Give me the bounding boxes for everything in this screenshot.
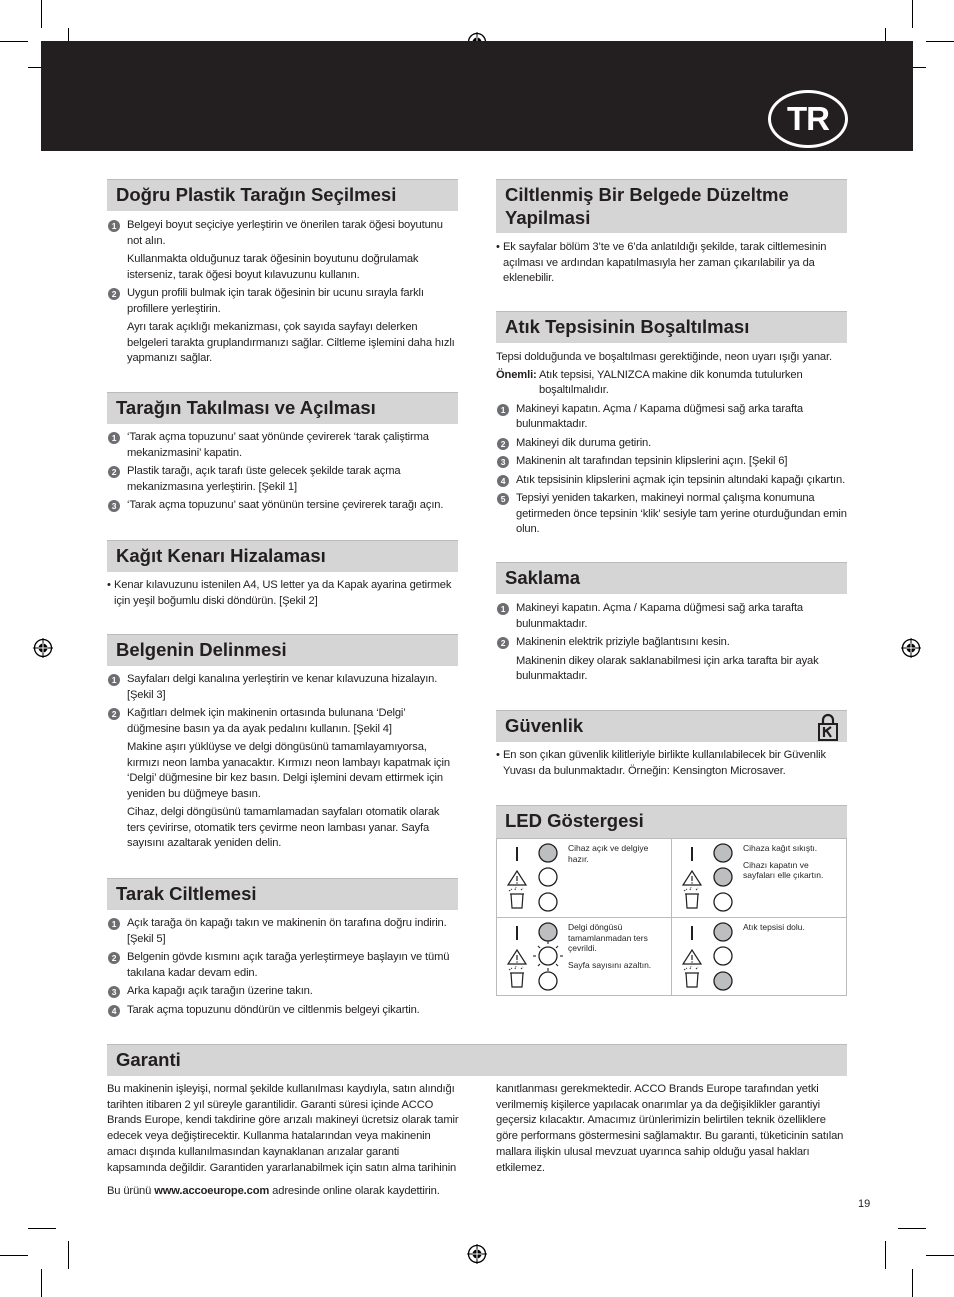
- section-heading-waste-tray: Atık Tepsisinin Boşaltılması: [496, 311, 847, 343]
- step-3-icon: 3: [108, 500, 120, 512]
- bullet-item: • En son çıkan güvenlik kilitleriyle birlikte kullanılabilecek bir Güvenlik Yuvası da bulunmaktadır. Örneğin: Kensington Microsaver.: [496, 748, 848, 779]
- list-item: 2 Kağıtları delmek için makinenin ortasında bulunana ‘Delgi’ düğmesine basın ya da ayak pedalını kullanın. [Şekil 4]: [107, 706, 459, 737]
- list-item-note: Makine aşırı yüklüyse ve delgi döngüsünü tamamlayamıyorsa, kırmızı neon lamba yanacaktır. Kırmızı neon lambayı kapatmak için ‘Delgi’ düğmesine bir kez basın. Delgi işlemini devam ettirmek için yeniden bu düğmeye basın.: [127, 741, 450, 800]
- section-heading-comb-opening: Tarağın Takılması ve Açılması: [107, 392, 458, 424]
- led-cell-description: Delgi döngüsü tamamlanmadan ters çevrildi. Sayfa sayısını azaltın.: [568, 922, 652, 970]
- section-paper-edge: [107, 578, 459, 609]
- important-label: Önemli:: [496, 368, 537, 381]
- section-security: [496, 748, 848, 779]
- step-1-icon: 1: [108, 674, 120, 686]
- step-1-icon: 1: [108, 918, 120, 930]
- list-item: 1 ‘Tarak açma topuzunu’ saat yönünde çevirerek ‘tarak çaliştirma mekanizmasini’ kapatin.: [107, 430, 459, 461]
- section-waste-tray: [496, 350, 848, 541]
- list-item: 1 Makineyi kapatın. Açma / Kapama düğmesi sağ arka tarafta bulunmaktadır.: [496, 601, 848, 632]
- list-item: 5 Tepsiyi yeniden takarken, makineyi normal çalışma konumuna getirmeden önce tepsinin ‘klik’ sesiyle tam yerine oturduğundan emin olun.: [496, 491, 848, 538]
- section-heading-led: LED Göstergesi: [496, 805, 847, 838]
- list-item: 2 Makinenin elektrik priziyle bağlantısını kesin.: [496, 635, 848, 651]
- led-cell-description: Cihaza kağıt sıkıştı. Cihazı kapatın ve sayfaları elle çıkartın.: [743, 843, 824, 880]
- list-item-note: Cihaz, delgi döngüsünü tamamlamadan sayfaları otomatik olarak ters çevirirse, otomatik ters çevirme neon lambası yanar. Sayfa sayısını azaltarak yeniden delin.: [127, 806, 440, 849]
- step-1-icon: 1: [108, 220, 120, 232]
- section-heading-comb-selection: Doğru Plastik Tarağın Seçilmesi: [107, 179, 458, 211]
- led-indicator-table: [496, 838, 847, 996]
- led-cell-description: Atık tepsisi dolu.: [743, 922, 805, 932]
- step-4-icon: 4: [108, 1005, 120, 1017]
- led-cell-ready: [497, 839, 671, 917]
- list-item: 1 Açık tarağa ön kapağı takın ve makinenin ön tarafına doğru indirin. [Şekil 5]: [107, 916, 459, 947]
- led-cell-jam: [672, 839, 846, 917]
- led-cell-reversed: [497, 918, 671, 996]
- step-5-icon: 5: [497, 493, 509, 505]
- section-storage: [496, 601, 848, 688]
- waste-intro: Tepsi dolduğunda ve boşaltılması gerektiğinde, neon uyarı ışığı yanar.: [496, 351, 832, 363]
- section-heading-editing: Ciltlenmiş Bir Belgede Düzeltme Yapilmasi: [496, 179, 847, 233]
- step-2-icon: 2: [497, 438, 509, 450]
- registration-mark-icon: [901, 638, 921, 658]
- step-2-icon: 2: [108, 288, 120, 300]
- crop-mark: [28, 1228, 56, 1229]
- list-item: 2 Makineyi dik duruma getirin.: [496, 436, 848, 452]
- section-heading-paper-edge: Kağıt Kenarı Hizalaması: [107, 540, 458, 572]
- list-item-note: Kullanmakta olduğunuz tarak öğesinin boyutunu doğrulamak isterseniz, tarak öğesi boyut kılavuzunu kullanın.: [127, 253, 419, 281]
- bullet-item: • Kenar kılavuzunu istenilen A4, US letter ya da Kapak ayarina getirmek için yeşil boğumlu diski döndürün. [Şekil 2]: [107, 578, 459, 609]
- crop-mark: [912, 1269, 913, 1297]
- section-heading-punching: Belgenin Delinmesi: [107, 634, 458, 666]
- warranty-text-right: kanıtlanması gerekmektedir. ACCO Brands Europe tarafından yetki verilmemiş kişilerce yapılacak onarımlar ya da değişiklikler garantiyi geçersiz kılacaktır. Amacımız ürünlerimizin belirtilen teknik özelliklere göre performans göstermesini sağlamaktır. Bu garanti, tüketicinin satılan mallara ilişkin ulusal mevzuat uyarınca sahip olduğu yasal hakları etkilemez.: [496, 1083, 844, 1174]
- step-2-icon: 2: [497, 637, 509, 649]
- website-link[interactable]: www.accoeurope.com: [154, 1185, 270, 1197]
- step-4-icon: 4: [497, 475, 509, 487]
- list-item: 3 ‘Tarak açma topuzunu’ saat yönünün tersine çevirerek tarağı açın.: [107, 498, 459, 514]
- list-item: 2 Uygun profili bulmak için tarak öğesinin bir ucunu sırayla farklı profillere yerleştirin.: [107, 286, 459, 317]
- list-item: 2 Plastik tarağı, açık tarafı üste gelecek şekilde tarak açma mekanizmasına yerleştirin. [Şekil 1]: [107, 464, 459, 495]
- bullet-item: • Ek sayfalar bölüm 3’te ve 6’da anlatıldığı şekilde, tarak ciltlemesinin açılması ve ardından kapatılmasıyla her zaman çıkarılabilir ya da eklenebilir.: [496, 240, 848, 287]
- step-2-icon: 2: [108, 466, 120, 478]
- step-2-icon: 2: [108, 708, 120, 720]
- section-heading-security: Güvenlik: [496, 710, 847, 742]
- important-note: Önemli: Atık tepsisi, YALNIZCA makine dik konumda tutulurken boşaltılmalıdır.: [496, 368, 803, 396]
- crop-mark: [68, 1241, 69, 1269]
- list-item: 2 Belgenin gövde kısmını açık tarağa yerleştirmeye başlayın ve tümü takılana kadar devam edin.: [107, 950, 459, 981]
- step-3-icon: 3: [108, 986, 120, 998]
- crop-mark: [0, 1255, 28, 1256]
- section-heading-comb-binding: Tarak Ciltlemesi: [107, 878, 458, 910]
- section-editing: [496, 240, 848, 287]
- list-item: 1 Belgeyi boyut seçiciye yerleştirin ve önerilen tarak öğesi boyutunu not alın.: [107, 218, 459, 249]
- led-panel-icon: [501, 841, 563, 915]
- step-2-icon: 2: [108, 952, 120, 964]
- registration-mark-icon: [33, 638, 53, 658]
- warranty-text-left: Bu makinenin işleyişi, normal şekilde kullanılması kaydıyla, satın alındığı tarihten itibaren 2 yıl süreyle garantilidir. Garanti süresi içinde ACCO Brands Europe, kendi takdirine göre arızalı makineyi ücretsiz olarak tamir edecek veya değiştirecektir. Kullanma hatalarından veya makinenin amacı dışında kullanılmasından kaynaklanan arızalar garanti kapsamında değildir. Garantiden yararlanabilmek için satın alma tarihinin: [107, 1083, 459, 1174]
- step-1-icon: 1: [497, 603, 509, 615]
- crop-mark: [0, 41, 28, 42]
- crop-mark: [926, 41, 954, 42]
- section-heading-warranty: Garanti: [107, 1044, 847, 1076]
- crop-mark: [912, 0, 913, 28]
- list-item: 1 Sayfaları delgi kanalına yerleştirin ve kenar kılavuzuna hizalayın. [Şekil 3]: [107, 672, 459, 703]
- warranty-register-line: Bu ürünü www.accoeurope.com adresinde online olarak kaydettirin.: [107, 1185, 440, 1197]
- led-cell-waste-full: [672, 918, 846, 996]
- step-1-icon: 1: [497, 404, 509, 416]
- list-item-note: Makinenin dikey olarak saklanabilmesi için arka tarafta bir ayak bulunmaktadır.: [516, 654, 819, 682]
- language-badge: TR: [768, 90, 848, 148]
- crop-mark: [41, 0, 42, 28]
- section-comb-binding: [107, 916, 459, 1021]
- section-comb-selection: [107, 218, 459, 370]
- list-item: 1 Makineyi kapatın. Açma / Kapama düğmesi sağ arka tarafta bulunmaktadır.: [496, 402, 848, 433]
- list-item: 4 Tarak açma topuzunu döndürün ve ciltlenmis belgeyi çikartin.: [107, 1003, 459, 1019]
- section-comb-opening: [107, 430, 459, 517]
- list-item-note: Ayrı tarak açıklığı mekanizması, çok sayıda sayfayı delerken belgeleri tarakta gruplandırmanızı sağlar. Ciltleme işlemini daha hızlı yapmanızı sağlar.: [127, 321, 455, 364]
- section-heading-storage: Saklama: [496, 562, 847, 594]
- led-cell-description: Cihaz açık ve delgiye hazır.: [568, 843, 649, 864]
- page-number: 19: [858, 1198, 871, 1210]
- led-panel-icon: [676, 920, 738, 994]
- step-1-icon: 1: [108, 432, 120, 444]
- list-item: 3 Arka kapağı açık tarağın üzerine takın.: [107, 984, 459, 1000]
- crop-mark: [926, 1255, 954, 1256]
- list-item: 4 Atık tepsisinin klipslerini açmak için tepsinin altındaki kapağı çıkartın.: [496, 473, 848, 489]
- section-punching: [107, 672, 459, 855]
- crop-mark: [898, 1228, 926, 1229]
- led-panel-icon: [676, 841, 738, 915]
- step-3-icon: 3: [497, 456, 509, 468]
- registration-mark-icon: [467, 1244, 487, 1264]
- crop-mark: [41, 1269, 42, 1297]
- kensington-lock-icon: [818, 713, 838, 741]
- list-item: 3 Makinenin alt tarafından tepsinin klipslerini açın. [Şekil 6]: [496, 454, 848, 470]
- led-panel-icon: [501, 920, 563, 994]
- crop-mark: [885, 1241, 886, 1269]
